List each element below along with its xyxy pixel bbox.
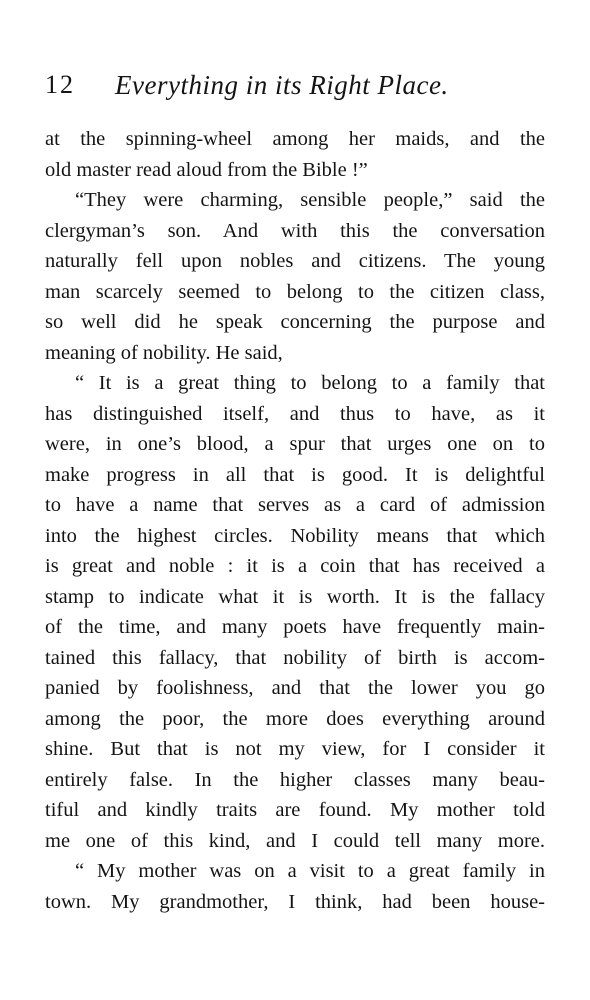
text-line: has distinguished itself, and thus to have, as it — [45, 402, 545, 425]
text-line: town. My grandmother, I think, had been house- — [45, 890, 545, 913]
page-number: 12 — [45, 70, 75, 99]
text-line: entirely false. In the higher classes many beau- — [45, 768, 545, 791]
text-line: naturally fell upon nobles and citizens. The young — [45, 250, 545, 272]
text-line: were, in one’s blood, a spur that urges one on to — [45, 433, 545, 455]
text-line: so well did he speak concerning the purpose and — [45, 311, 545, 333]
text-line: to have a name that serves as a card of admission — [45, 494, 545, 516]
text-line: among the poor, the more does everything around — [45, 707, 545, 730]
text-line: panied by foolishness, and that the lower you go — [45, 677, 545, 699]
text-line: “ It is a great thing to belong to a family that — [75, 372, 545, 394]
text-line: at the spinning-wheel among her maids, and the — [45, 128, 545, 150]
text-line: is great and noble : it is a coin that has received a — [45, 555, 545, 577]
text-line: into the highest circles. Nobility means that which — [45, 524, 545, 547]
text-line: “ My mother was on a visit to a great family in — [75, 860, 545, 882]
text-line: tained this fallacy, that nobility of birth is accom- — [45, 646, 545, 669]
text-line: stamp to indicate what it is worth. It is the fallacy — [45, 585, 545, 608]
text-line: tiful and kindly traits are found. My mother told — [45, 799, 545, 821]
text-line: man scarcely seemed to belong to the citizen class, — [45, 280, 545, 303]
text-line: shine. But that is not my view, for I consider it — [45, 738, 545, 760]
text-line: clergyman’s son. And with this the conversation — [45, 219, 545, 242]
text-line: “They were charming, sensible people,” said the — [75, 189, 545, 211]
body-text — [45, 124, 545, 917]
text-line: make progress in all that is good. It is delightful — [45, 463, 545, 486]
text-line: old master read aloud from the Bible !” — [45, 158, 368, 181]
text-line: of the time, and many poets have frequently main- — [45, 616, 545, 638]
running-title: Everything in its Right Place. — [115, 70, 449, 100]
text-line: meaning of nobility. He said, — [45, 341, 283, 364]
running-head — [45, 70, 545, 104]
text-line: me one of this kind, and I could tell many more. — [45, 829, 545, 852]
